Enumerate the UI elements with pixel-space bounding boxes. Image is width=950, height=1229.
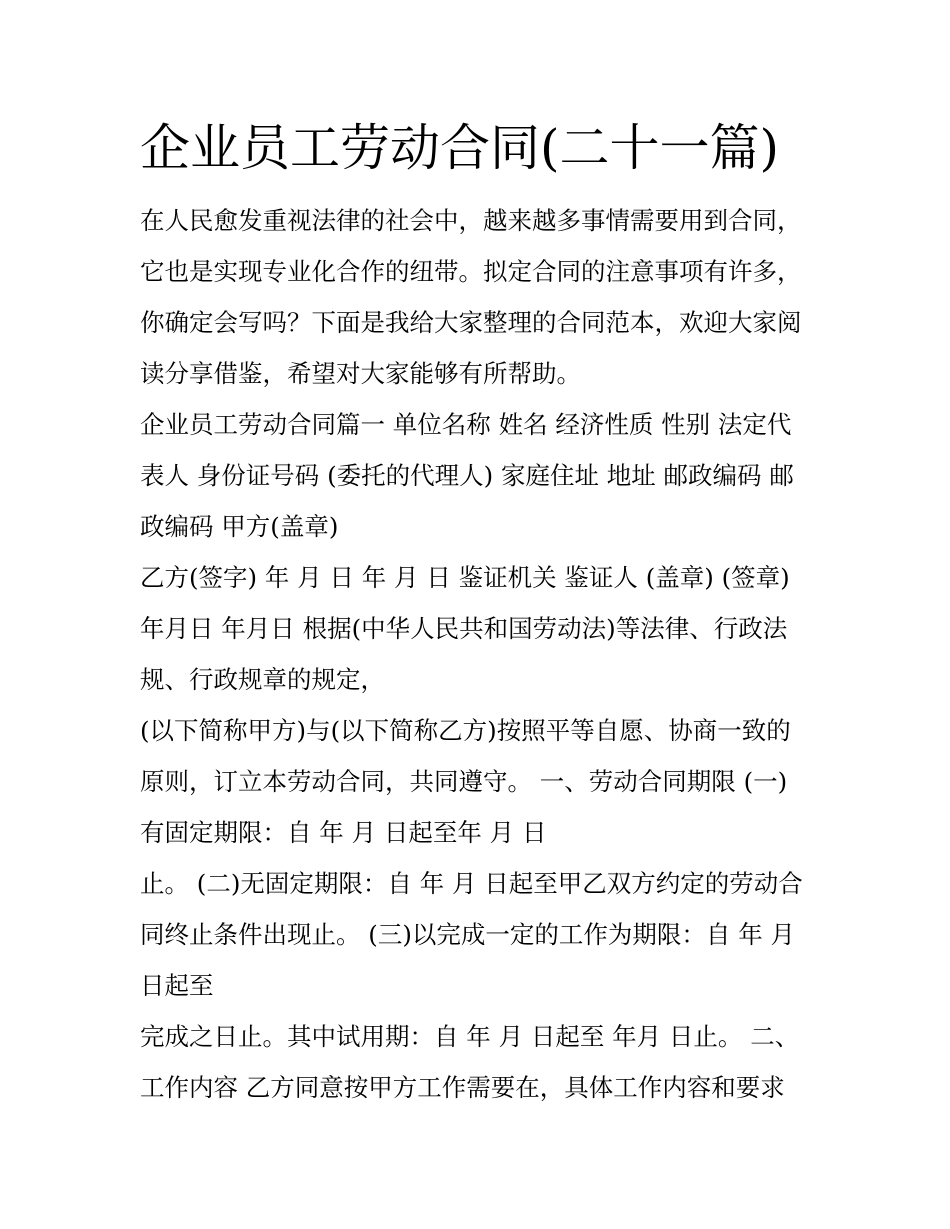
body-line-15: 同终止条件出现止。 (三)以完成一定的工作为期限：自 年 月 xyxy=(140,920,795,949)
body-line-7: 政编码 甲方(盖章) xyxy=(140,512,339,541)
body-line-12: 原则，订立本劳动合同，共同遵守。 一、劳动合同期限 (一) xyxy=(140,767,788,796)
body-line-10: 规、行政规章的规定， xyxy=(140,665,385,694)
body-line-14: 止。 (二)无固定期限：自 年 月 日起至甲乙双方约定的劳动合 xyxy=(140,869,803,898)
body-line-8: 乙方(签字) 年 月 日 年 月 日 鉴证机关 鉴证人 (盖章) (签章) xyxy=(140,563,790,592)
body-line-13: 有固定期限：自 年 月 日起至年 月 日 xyxy=(140,818,547,847)
body-line-1: 在人民愈发重视法律的社会中，越来越多事情需要用到合同， xyxy=(140,206,802,235)
body-line-4: 读分享借鉴，希望对大家能够有所帮助。 xyxy=(140,359,581,388)
body-line-9: 年月日 年月日 根据(中华人民共和国劳动法)等法律、行政法 xyxy=(140,614,788,643)
body-line-6: 表人 身份证号码 (委托的代理人) 家庭住址 地址 邮政编码 邮 xyxy=(140,461,794,490)
body-line-3: 你确定会写吗？下面是我给大家整理的合同范本，欢迎大家阅 xyxy=(140,308,802,337)
body-line-2: 它也是实现专业化合作的纽带。拟定合同的注意事项有许多， xyxy=(140,257,802,286)
document-title: 企业员工劳动合同(二十一篇) xyxy=(140,119,780,177)
body-line-18: 工作内容 乙方同意按甲方工作需要在，具体工作内容和要求 xyxy=(140,1073,785,1102)
body-line-17: 完成之日止。其中试用期：自 年 月 日起至 年月 日止。 二、 xyxy=(140,1022,800,1051)
body-line-16: 日起至 xyxy=(140,971,214,1000)
body-line-5: 企业员工劳动合同篇一 单位名称 姓名 经济性质 性别 法定代 xyxy=(140,410,792,439)
body-line-11: (以下简称甲方)与(以下简称乙方)按照平等自愿、协商一致的 xyxy=(140,716,791,745)
